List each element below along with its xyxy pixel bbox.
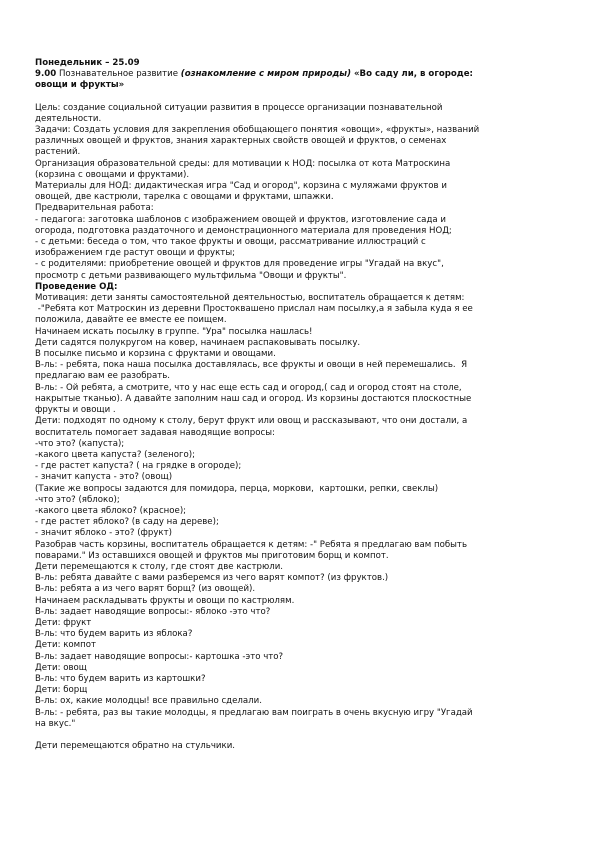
text-line: различных овощей и фруктов, знания характерных свойств овощей и фруктов, о семенах — [35, 136, 447, 147]
text-line: Дети: компот — [35, 640, 97, 651]
blank-line — [35, 92, 563, 103]
lesson-type: (ознакомление с миром природы) — [180, 69, 351, 80]
text-line: положила, давайте ее вместе ее поищем. — [35, 315, 227, 326]
text-line: (Такие же вопросы задаются для помидора, перца, моркови, картошки, репки, свеклы) — [35, 483, 439, 494]
procedure-block — [35, 293, 563, 730]
text-line: В-ль: ребята а из чего варят борщ? (из овощей). — [35, 584, 256, 595]
text-line: поварами." Из оставшихся овощей и фруктов мы приготовим борщ и компот. — [35, 550, 389, 561]
text-line: Организация образовательной среды: для мотивации к НОД: посылка от кота Матроскина — [35, 158, 451, 169]
text-line: Дети: фрукт — [35, 617, 92, 628]
text-line: - где растет капуста? ( на грядке в огороде); — [35, 461, 242, 472]
text-line: Задачи: Создать условия для закрепления обобщающего понятия «овощи», «фрукты», названий — [35, 125, 480, 136]
text-line: Дети перемещаются к столу, где стоят две кастрюли. — [35, 561, 284, 572]
section-heading: Проведение ОД: — [35, 281, 118, 292]
text-line: В-ль: ох, какие молодцы! все правильно сделали. — [35, 696, 262, 707]
text-line: В-ль: - ребята, раз вы такие молодцы, я предлагаю вам поиграть в очень вкусную игру "Угадай — [35, 707, 473, 718]
text-line: В-ль: задает наводящие вопросы:- картошка -это что? — [35, 651, 284, 662]
text-line: растений. — [35, 147, 81, 158]
text-line: - где растет яблоко? (в саду на дереве); — [35, 517, 219, 528]
text-line: Цель: создание социальной ситуации развития в процессе организации познавательной — [35, 102, 443, 113]
lesson-area: Познавательное развитие — [56, 69, 181, 80]
text-line: огорода, подготовка раздаточного и демонстрационного материала для проведения НОД; — [35, 225, 452, 236]
text-line: В-ль: что будем варить из картошки? — [35, 673, 206, 684]
text-line: - с родителями: приобретение овощей и фруктов для проведение игры "Угадай на вкус", — [35, 259, 444, 270]
text-line: Материалы для НОД: дидактическая игра "Сад и огород", корзина с муляжами фруктов и — [35, 181, 447, 192]
document-page — [35, 58, 563, 752]
lesson-topic-part-1: «Во саду ли, в огороде: — [351, 69, 473, 80]
text-line: - значит капуста - это? (овощ) — [35, 472, 173, 483]
text-line: Предварительная работа: — [35, 203, 154, 214]
text-line: - с детьми: беседа о том, что такое фрукты и овощи, рассматривание иллюстраций с — [35, 237, 426, 248]
text-line: воспитатель помогает задавая наводящие вопросы: — [35, 427, 275, 438]
day-heading: Понедельник – 25.09 — [35, 58, 140, 68]
text-line: Дети садятся полукругом на ковер, начинаем распаковывать посылку. — [35, 337, 361, 348]
text-line: просмотр с детьми развивающего мультфильма "Овощи и фрукты". — [35, 270, 347, 281]
text-line: В-ль: ребята давайте с вами разберемся из чего варят компот? (из фруктов.) — [35, 573, 389, 584]
text-line: деятельности. — [35, 113, 102, 124]
lesson-topic-part-2: овощи и фрукты» — [35, 80, 125, 91]
text-line: В-ль: задает наводящие вопросы:- яблоко -это что? — [35, 606, 271, 617]
intro-block — [35, 103, 563, 282]
text-line: Дети: борщ — [35, 685, 88, 696]
text-line: Начинаем искать посылку в группе. "Ура" посылка нашлась! — [35, 326, 313, 337]
text-line: Мотивация: дети заняты самостоятельной деятельностью, воспитатель обращается к детям: — [35, 293, 465, 304]
lesson-title-line-1 — [35, 69, 563, 80]
text-line: накрытые тканью). А давайте заполним наш сад и огород. Из корзины достаются плоскостные — [35, 393, 472, 404]
text-line: -что это? (яблоко); — [35, 494, 120, 505]
text-line: (корзина с овощами и фруктами). — [35, 169, 190, 180]
text-line: -"Ребята кот Матроскин из деревни Простоквашено прислал нам посылку,а я забыла куда я ее — [35, 304, 473, 315]
text-line: В-ль: что будем варить из яблока? — [35, 629, 193, 640]
blank-line — [35, 730, 563, 741]
text-line: Дети: подходят по одному к столу, берут фрукт или овощ и рассказывают, что они достали, а — [35, 416, 468, 427]
text-line: изображением где растут овощи и фрукты; — [35, 248, 235, 259]
text-line: Начинаем раскладывать фрукты и овощи по кастрюлям. — [35, 595, 295, 606]
text-line: Разобрав часть корзины, воспитатель обращается к детям: -" Ребята я предлагаю вам побыть — [35, 539, 468, 550]
text-line: -что это? (капуста); — [35, 438, 125, 449]
text-line: фрукты и овощи . — [35, 405, 116, 416]
lesson-time: 9.00 — [35, 69, 57, 80]
text-line: -какого цвета капуста? (зеленого); — [35, 449, 196, 460]
text-line: В-ль: - Ой ребята, а смотрите, что у нас еще есть сад и огород,( сад и огород стоят на столе, — [35, 382, 462, 393]
closing-line: Дети перемещаются обратно на стульчики. — [35, 740, 236, 751]
text-line: - значит яблоко - это? (фрукт) — [35, 528, 172, 539]
text-line: - педагога: заготовка шаблонов с изображением овощей и фруктов, изготовление сада и — [35, 214, 446, 225]
text-line: -какого цвета яблоко? (красное); — [35, 505, 187, 516]
text-line: овощей, две кастрюли, тарелка с овощами и фруктами, шпажки. — [35, 192, 334, 203]
text-line: В посылке письмо и корзина с фруктами и овощами. — [35, 349, 276, 360]
text-line: на вкус." — [35, 718, 76, 729]
text-line: Дети: овощ — [35, 662, 87, 673]
text-line: предлагаю вам ее разобрать. — [35, 371, 171, 382]
text-line: В-ль: - ребята, пока наша посылка доставлялась, все фрукты и овощи в ней перемешались. Я — [35, 360, 468, 371]
